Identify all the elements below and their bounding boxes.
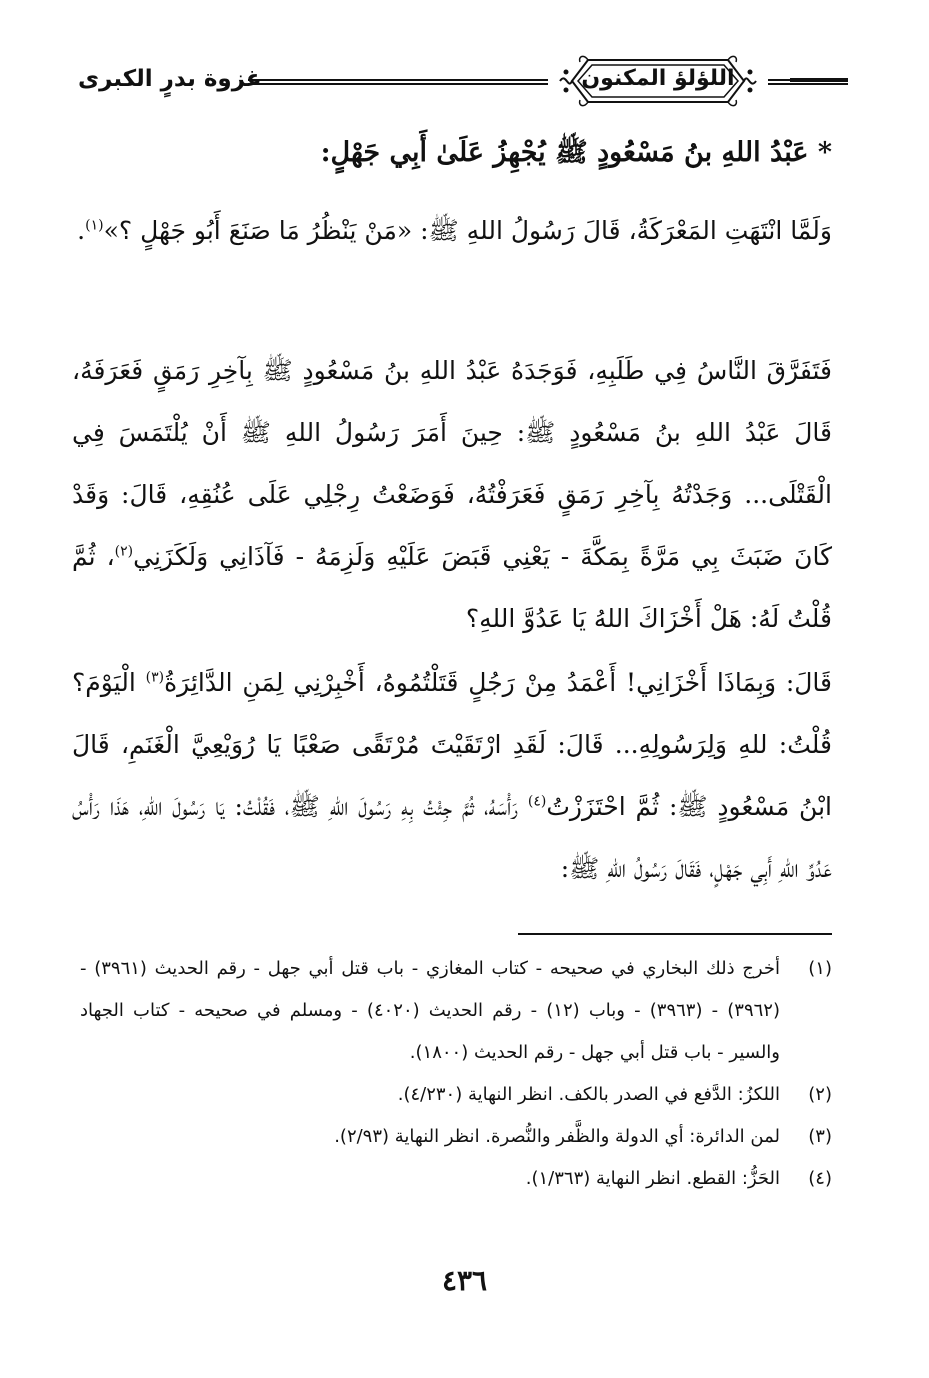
footnote-text: الحَزُّ: القطع. انظر النهاية (١/٣٦٣). [525,1168,780,1189]
footnote [80,1074,832,1116]
footnotes [80,948,832,1200]
header-rule-right-end [768,79,848,85]
paragraph-2 [72,340,832,650]
paragraph-3-text-b: الْيَوْمَ؟ قُلْتُ: للهِ وَلِرَسُولِهِ... قَالَ: لَقَدِ ارْتَقَيْتَ مُرْتَقًى صَعْبًا يَا رُوَيْعِيَّ الْغَنَمِ، قَالَ ابْنُ مَسْعُودٍ ﷺ: ثُمَّ احْتَزَزْتُ [72,668,832,821]
paragraph-3-text-a: قَالَ: وَبِمَاذَا أَخْزَانِي! أَعْمَدُ مِنْ رَجُلٍ قَتَلْتُمُوهُ، أَخْبِرْنِي لِمَنِ الدَّائِرَةُ [164,668,833,697]
footnote-number: (٢) [808,1084,832,1105]
footnote-text: أخرج ذلك البخاري في صحيحه - كتاب المغازي - باب قتل أبي جهل - رقم الحديث (٣٩٦١) - (٣٩٦٢) - (٣٩٦٣) - وباب (١٢) - رقم الحديث (٤٠٢٠) - ومسلم في صحيحه - كتاب الجهاد والسير - باب قتل أبي جهل - رقم الحديث (١٨٠٠). [80,958,780,1063]
footnote-number: (١) [808,958,832,979]
footnote [80,1116,832,1158]
paragraph-2-text: فَتَفَرَّقَ النَّاسُ فِي طَلَبِهِ، فَوَجَدَهُ عَبْدُ اللهِ بنُ مَسْعُودٍ ﷺ بِآخِرِ رَمَقٍ فَعَرَفَهُ، قَالَ عَبْدُ اللهِ بنُ مَسْعُودٍ ﷺ: حِينَ أَمَرَ رَسُولُ اللهِ ﷺ أَنْ يُلْتَمَسَ فِي الْقَتْلَى... وَجَدْتُهُ بِآخِرِ رَمَقٍ فَعَرَفْتُهُ، فَوَضَعْتُ رِجْلِي عَلَى عُنُقِهِ، قَالَ: وَقَدْ كَانَ ضَبَثَ بِي مَرَّةً بِمَكَّةَ - يَعْنِي قَبَضَ عَلَيْهِ وَلَزِمَهُ - فَآذَانِي وَلَكَزَنِي [72,356,832,571]
footnote-number: (٤) [808,1168,832,1189]
footnote [80,948,832,1074]
paragraph-2-end: ، ثُمَّ قُلْتُ لَهُ: هَلْ أَخْزَاكَ اللهُ يَا عَدُوَّ اللهِ؟ [72,542,832,633]
section-heading: * عَبْدُ اللهِ بنُ مَسْعُودٍ ﷺ يُجْهِزُ عَلَىٰ أَبِي جَهْلٍ: [320,137,832,168]
footnote-separator [518,933,832,935]
footnote-ref-2[interactable]: (٢) [114,543,134,560]
title-ornament-frame [558,52,758,110]
paragraph-1 [72,200,832,262]
header-rule-middle [248,79,548,85]
footnote-text: اللكزُ: الدَّفع في الصدر بالكف. انظر النهاية (٤/٢٣٠). [397,1084,780,1105]
chapter-title: غزوة بدرٍ الكبرى [78,66,262,92]
page-header [78,52,848,112]
paragraph-1-text: وَلَمَّا انْتَهَتِ المَعْرَكَةُ، قَالَ رَسُولُ اللهِ ﷺ: «مَنْ يَنْظُرُ مَا صَنَعَ أَبُو جَهْلٍ ؟» [103,216,832,245]
paragraph-3 [72,652,832,900]
footnote [80,1158,832,1200]
paragraph-1-end: . [77,216,86,245]
page-number: ٤٣٦ [441,1264,488,1297]
footnote-ref-1[interactable]: (١) [85,217,104,234]
footnote-ref-4[interactable]: (٤) [527,793,547,810]
book-title-text: اللؤلؤ المكنون [581,66,735,91]
footnote-text: لمن الدائرة: أي الدولة والظَّفر والنُّصرة. انظر النهاية (٢/٩٣). [334,1126,780,1147]
footnote-ref-3[interactable]: (٣) [145,669,165,686]
paragraph-3-text-c: رَأْسَهُ، ثُمَّ جِئْتُ بِهِ رَسُولَ اللهِ ﷺ، فَقُلْتُ: يَا رَسُولَ اللهِ، هَذَا رَأْسُ عَدُوِّ اللهِ أَبِي جَهْلٍ، فَقَالَ رَسُولُ اللهِ ﷺ: [72,792,832,883]
footnote-number: (٣) [808,1126,832,1147]
